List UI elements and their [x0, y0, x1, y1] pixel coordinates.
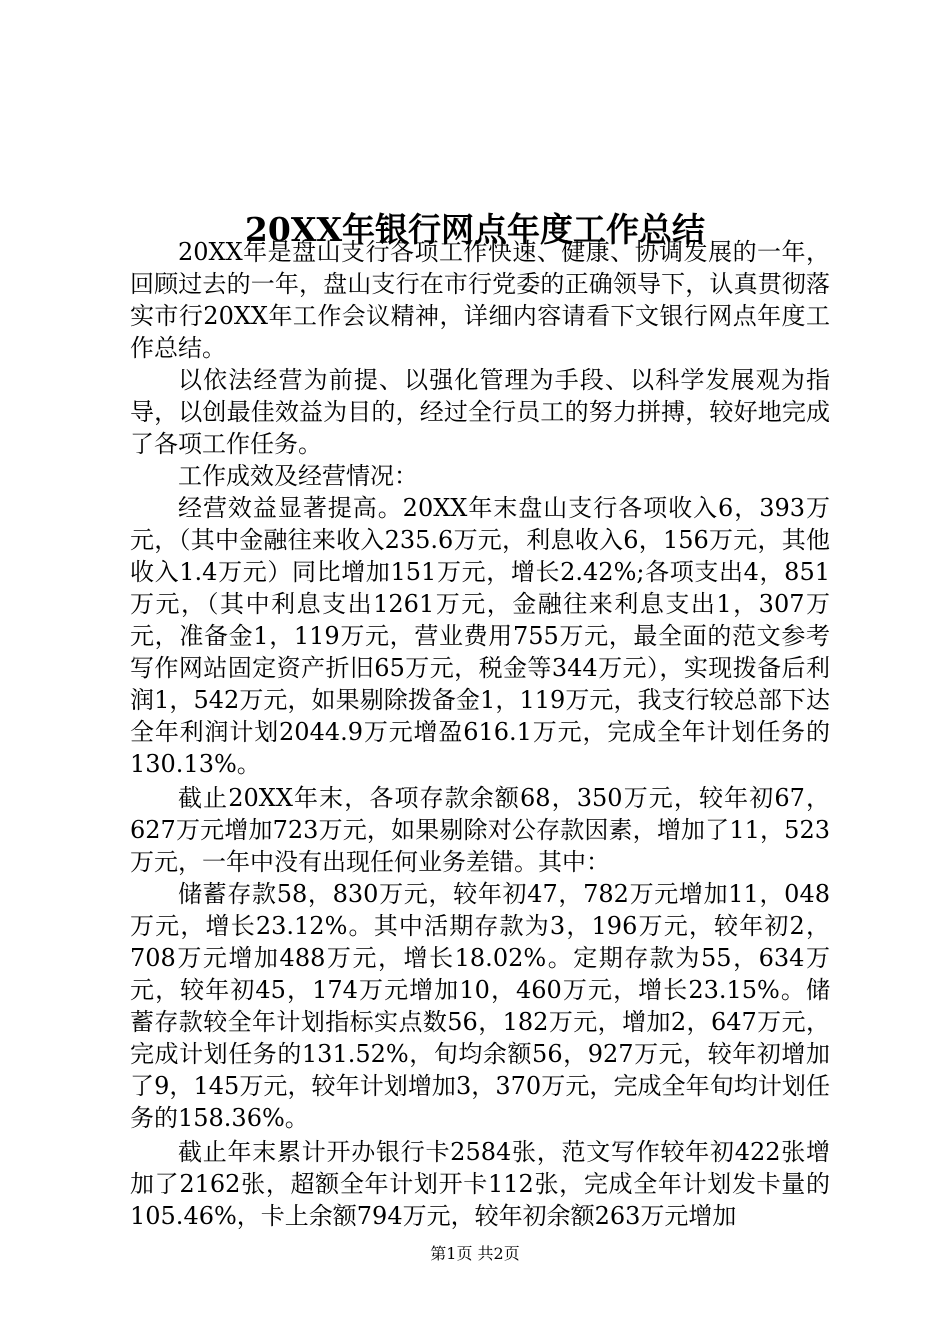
paragraph-savings: 储蓄存款58，830万元，较年初47，782万元增加11，048万元，增长23.12%。其中活期存款为3，196万元，较年初2，708万元增加488万元，增长18.02%。定期存款为55，634万元，较年初45，174万元增加10，460万元，增长23.15%。储蓄存款较全年计划指标实点数56，182万元，增加2，647万元，完成计划任务的131.52%，旬均余额56，927万元，较年初增加了9，145万元，较年计划增加3，370万元，完成全年旬均计划任务的158.36%。	[130, 880, 830, 1132]
paragraph-guideline: 以依法经营为前提、以强化管理为手段、以科学发展观为指导，以创最佳效益为目的，经过全行员工的努力拼搏，较好地完成了各项工作任务。	[130, 366, 830, 458]
paragraph-heading-results: 工作成效及经营情况：	[178, 462, 418, 490]
paragraph-income: 经营效益显著提高。20XX年末盘山支行各项收入6，393万元，（其中金融往来收入235.6万元，利息收入6，156万元，其他收入1.4万元）同比增加151万元，增长2.42%;各项支出4，851万元，（其中利息支出1261万元，金融往来利息支出1，307万元，准备金1，119万元，营业费用755万元，最全面的范文参考写作网站固定资产折旧65万元，税金等344万元），实现拨备后利润1，542万元，如果剔除拨备金1，119万元，我支行较总部下达全年利润计划2044.9万元增盈616.1万元，完成全年计划任务的130.13%。	[130, 494, 830, 778]
paragraph-deposits: 截止20XX年末，各项存款余额68，350万元，较年初67，627万元增加723万元，如果剔除对公存款因素，增加了11，523万元，一年中没有出现任何业务差错。其中：	[130, 784, 830, 876]
document-body	[130, 236, 830, 1232]
page-number-footer: 第1页 共2页	[430, 1244, 520, 1263]
document-title: 20XX年银行网点年度工作总结	[244, 210, 706, 250]
paragraph-bank-cards: 截止年末累计开办银行卡2584张，范文写作较年初422张增加了2162张，超额全年计划开卡112张，完成全年计划发卡量的105.46%，卡上余额794万元，较年初余额263万元增加	[130, 1138, 830, 1230]
paragraph-intro: 20XX年是盘山支行各项工作快速、健康、协调发展的一年，回顾过去的一年，盘山支行在市行党委的正确领导下，认真贯彻落实市行20XX年工作会议精神，详细内容请看下文银行网点年度工作总结。	[130, 238, 830, 362]
